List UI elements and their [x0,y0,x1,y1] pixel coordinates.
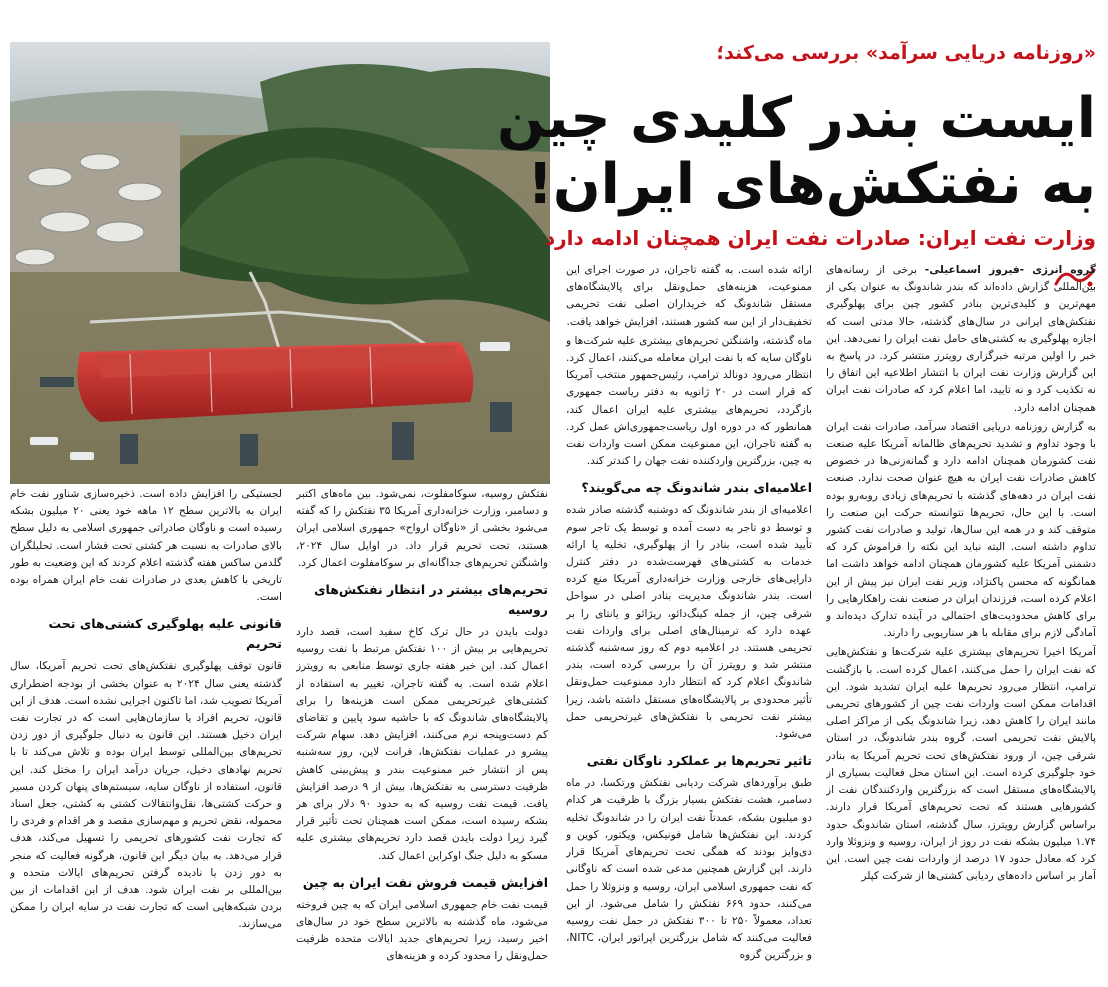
paragraph: اعلامیه‌ای از بندر شاندونگ که دوشنبه گذشته صادر شده و توسط دو تاجر به دست آمده و توسط یک تاجر سوم تأیید شده است، بنادر را از پهلوگیری، تخلیه یا ارائه خدمات به کشتی‌های فهرست‌شده در دفتر کنترل دارایی‌های خارجی وزارت خزانه‌داری آمریکا منع کرده است. بندر شاندونگ مدیریت بنادر اصلی در سواحل شرقی چین، از جمله کینگ‌دائو، ریژائو و یانتای را بر عهده دارد که ترمینال‌های اصلی برای واردات نفت تحریمی هستند. در اعلامیه دوم که روز سه‌شنبه گذشته منتشر شد و رویترز آن را بررسی کرده است، بندر شاندونگ اعلام کرد که انتظار دارد ممنوعیت حمل‌ونقل تأثیر محدودی بر پالایشگاه‌های مستقل داشته باشد، زیرا بیشتر نفت تحریمی با نفتکش‌های غیرتحریمی حمل می‌شود. [566,504,812,741]
paragraph: لجستیکی را افزایش داده است. ذخیره‌سازی شناور نفت خام ایران به بالاترین سطح ۱۲ ماهه خود یعنی ۲۰ میلیون بشکه رسیده است و ناوگان صادراتی جمهوری اسلامی به دلیل سطح بالای صادرات به نسبت هر کشتی تحت فشار است. تحلیلگران گلدمن ساکس هفته گذشته اعلام کردند که این وضعیت به طور تاریخی با کاهش بعدی در صادرات نفت خام ایران همراه بوده است. [10,488,282,604]
paragraph: قیمت نفت خام جمهوری اسلامی ایران که به چین فروخته می‌شود، ماه گذشته به بالاترین سطح خود در سال‌های اخیر رسید، زیرا تحریم‌های جدید ایالات متحده ظرفیت حمل‌ونقل را محدود کرده و هزینه‌های [296,898,548,963]
byline: گروه انرژی -فیروز اسماعیلی- [924,264,1096,276]
article-kicker: «روزنامه دریایی سرآمد» بررسی می‌کند؛ [716,42,1096,64]
paragraph [826,262,1096,417]
paragraph: نفتکش روسیه، سوکامفلوت، نمی‌شود. بین ماه‌های اکتبر و دسامبر، وزارت خزانه‌داری آمریکا ۳۵ نفتکش را که گفته می‌شود بخشی از «ناوگان ارواح» جمهوری اسلامی ایران هستند، تحت تحریم قرار داد. در اوایل سال ۲۰۲۴، واشنگتن تحریم‌های جداگانه‌ای بر سوکامفلوت اعمال کرد. [296,488,548,569]
paragraph: آمریکا اخیرا تحریم‌های بیشتری علیه شرکت‌ها و نفتکش‌هایی که نفت ایران را حمل می‌کنند، اعمال کرده است. با بازگشت ترامپ، انتظار می‌رود تحریم‌ها علیه ایران تشدید شود. این اقدامات ممکن است واردات نفت چین از کشورهای تحریمی مانند ایران را کاهش دهد، زیرا شاندونگ یکی از مراکز اصلی پالایش نفت تحریمی است. گروه بندر شاندونگ، در استان شرقی چین، از ورود نفتکش‌های تحت تحریم آمریکا به بنادر خود جلوگیری کرده است. این استان محل فعالیت بسیاری از پالایشگاه‌های مستقل است که بزرگترین واردکنندگان نفت از کشورهایی هستند که تحت تحریم‌های آمریکا قرار دارند. براساس گزارش رویترز، سال گذشته، استان شاندونگ حدود ۱.۷۴ میلیون بشکه نفت در روز از ایران، روسیه و ونزوئلا وارد کرد که معادل حدود ۱۷ درصد از واردات نفت چین است. این آمار بر اساس داده‌های ردیابی کشتی‌ها از شرکت کپلر [826,646,1096,883]
paragraph: قانون توقف پهلوگیری نفتکش‌های تحت تحریم آمریکا، سال گذشته یعنی سال ۲۰۲۴ به عنوان بخشی از بودجه اضطراری آمریکا تصویب شد، اما تاکنون اجرایی نشده است. هدف از این قانون، تحریم افراد یا سازمان‌هایی است که در تجارت نفت ایران دخیل هستند. این قانون به دنبال جلوگیری از دور زدن تحریم‌های بین‌المللی توسط ایران بوده و تلاش می‌کند تا با تحریم نهادهای دخیل، جریان درآمد ایران را مختل کند. این قانون، استفاده از ناوگان سایه، سیستم‌های پنهان کردن مسیر و حرکت کشتی‌ها، نقل‌وانتقالات کشتی به کشتی، جعل اسناد محموله، نقض تحریم و مهم‌سازی مقصد و هر اقدام و فردی را که تجارت نفت کشورهای تحریمی را تسهیل می‌کند، هدف قرار می‌دهد. به بیان دیگر این قانون، هرگونه فعالیت که منجر به دور زدن یا نادیده گرفتن تحریم‌های ایالات متحده و بین‌المللی بر نفت ایران شود. هدف از این اقدامات از بین بردن شبکه‌هایی است که تجارت نفت در سایه ایران را ممکن می‌سازند. [10,660,282,931]
text-column-4 [10,486,282,982]
paragraph: طبق برآوردهای شرکت ردیابی نفتکش ورتکسا، در ماه دسامبر، هشت نفتکش بسیار بزرگ با ظرفیت هر کدام دو میلیون بشکه، عمدتاً نفت ایران را در شاندونگ تخلیه کردند. این نفتکش‌ها شامل فونیکس، ویکتور، کوین و دی‌وایز بودند که همگی تحت تحریم‌های آمریکا قرار دارند. این گزارش همچنین مدعی شده است که ناوگانی که نفت جمهوری اسلامی ایران، روسیه و ونزوئلا را حمل می‌کنند، حدود ۶۶۹ نفتکش را شامل می‌شود. از این تعداد، معمولاً ۲۵۰ تا ۳۰۰ نفتکش در حمل نفت روسیه فعالیت می‌کنند که شامل بزرگترین اپراتور ایران، NITC، و بزرگترین گروه [566,777,812,962]
paragraph: دولت بایدن در حال ترک کاخ سفید است، قصد دارد تحریم‌هایی بر بیش از ۱۰۰ نفتکش مرتبط با نفت روسیه اعمال کند. این خبر هفته جاری توسط منابعی به رویترز اعلام شده است. به گفته تاجران، تغییر به استفاده از کشتی‌های غیرتحریمی ممکن است هزینه‌ها را برای پالایشگاه‌های شاندونگ که با حاشیه سود پایین و تقاضای کم دست‌وپنجه نرم می‌کنند، افزایش دهد. سهام شرکت پیشرو در عملیات نفتکش‌ها، فرانت لاین، روز سه‌شنبه پس از انتشار خبر ممنوعیت بندر و پیش‌بینی کاهش ظرفیت دسترسی به نفتکش‌ها، بیش از ۹ درصد افزایش یافت. قیمت نفت روسیه که به حدود ۹۰ دلار برای هر بشکه رسیده است، ممکن است همچنان تحت تأثیر قرار گیرد زیرا دولت بایدن قصد دارد تحریم‌های بیشتری علیه مسکو به دلیل جنگ اوکراین اعمال کند. [296,626,548,862]
paragraph: ماه گذشته، واشنگتن تحریم‌های بیشتری علیه شرکت‌ها و ناوگان سایه که با نفت ایران معامله می‌کنند، اعمال کرد. انتظار می‌رود دونالد ترامپ، رئیس‌جمهور منتخب آمریکا که قرار است در ۲۰ ژانویه به دفتر ریاست جمهوری بازگردد، تحریم‌های بیشتری علیه ایران اعمال کند، همانطور که در دوره اول ریاست‌جمهوری‌اش عمل کرد. به گفته تاجران، این ممنوعیت ممکن است واردات نفت به چین، بزرگترین واردکننده نفت جهان را کندتر کند. [566,334,812,468]
section-heading-fleet: تاثیر تحریم‌ها بر عملکرد ناوگان نفتی [586,753,812,769]
text-column-1 [826,262,1096,982]
section-heading-law: قانونی علیه پهلوگیری کشتی‌های تحت تحریم [48,616,282,652]
headline-line-2: به نفتکش‌های ایران! [527,152,1096,217]
paragraph: ارائه شده است. به گفته تاجران، در صورت اجرای این ممنوعیت، هزینه‌های حمل‌ونقل برای پالایشگاه‌های مستقل شاندونگ که خریداران اصلی نفت تحریمی تخفیف‌دار از این سه کشور هستند، افزایش خواهد یافت. [566,264,812,328]
section-heading-russia: تحریم‌های بیشتر در انتظار نفتکش‌های روسیه [314,582,548,618]
text-column-3 [296,486,548,982]
tanker-port-photo [10,42,550,484]
article-headline [496,86,1096,218]
text-column-2 [566,262,812,982]
section-heading-notices: اعلامیه‌ای بندر شاندونگ چه می‌گویند؟ [581,480,812,496]
headline-line-1: ایست بندر کلیدی چین [496,86,1096,151]
article-subhead: وزارت نفت ایران: صادرات نفت ایران همچنان ادامه دارد [544,226,1096,250]
paragraph: به گزارش روزنامه دریایی اقتصاد سرآمد، صادرات نفت ایران با وجود تداوم و تشدید تحریم‌های ظالمانه آمریکا علیه صنعت نفت کشورمان همچنان ادامه دارد و گمانه‌زنی‌ها در خصوص کاهش صادرات نفت ایران به هیچ عنوان صحت ندارد. صنعت نفت ایران در دهه‌های گذشته با تحریم‌های زیادی روبه‌رو بوده است. با این حال، تحریم‌ها نتوانسته حرکت این صنعت را متوقف کند و در همه این سال‌ها، تولید و صادرات نفت کشور تداوم داشته است. البته نباید این نکته را فراموش کرد که دشمنی آمریکا علیه کشورمان همچنان ادامه خواهد داشت اما همانگونه که محسن پاکنژاد، وزیر نفت ایران نیز پیش از این اعلام کرده است، فرزندان ایران در صنعت نفت راهکارهایی را برای کاهش محدودیت‌های احتمالی در آینده تدارک دیده‌اند و آمادگی لازم برای مقابله با هر سناریویی را دارند. [826,420,1096,640]
section-heading-price: افزایش قیمت فروش نفت ایران به چین [302,874,548,890]
paragraph-text: برخی از رسانه‌های بین‌المللی گزارش داده‌اند که بندر شاندونگ به عنوان یکی از مهم‌ترین و کلیدی‌ترین بنادر کشور چین برای پهلوگیری نفتکش‌های ایرانی در سال‌های گذشته، حالا مدتی است که اجازه پهلوگیری به کشتی‌های حامل نفت ایران را نمی‌دهد. این خبر را اولین مرتبه خبرگزاری رویترز منتشر کرد. در پاسخ به این گزارش وزارت نفت ایران با انتشار اطلاعیه این اتفاق را نه تکذیب کرد و نه تایید، اما اعلام کرد که صادرات نفت ایران همچنان ادامه دارد. [826,264,1096,414]
